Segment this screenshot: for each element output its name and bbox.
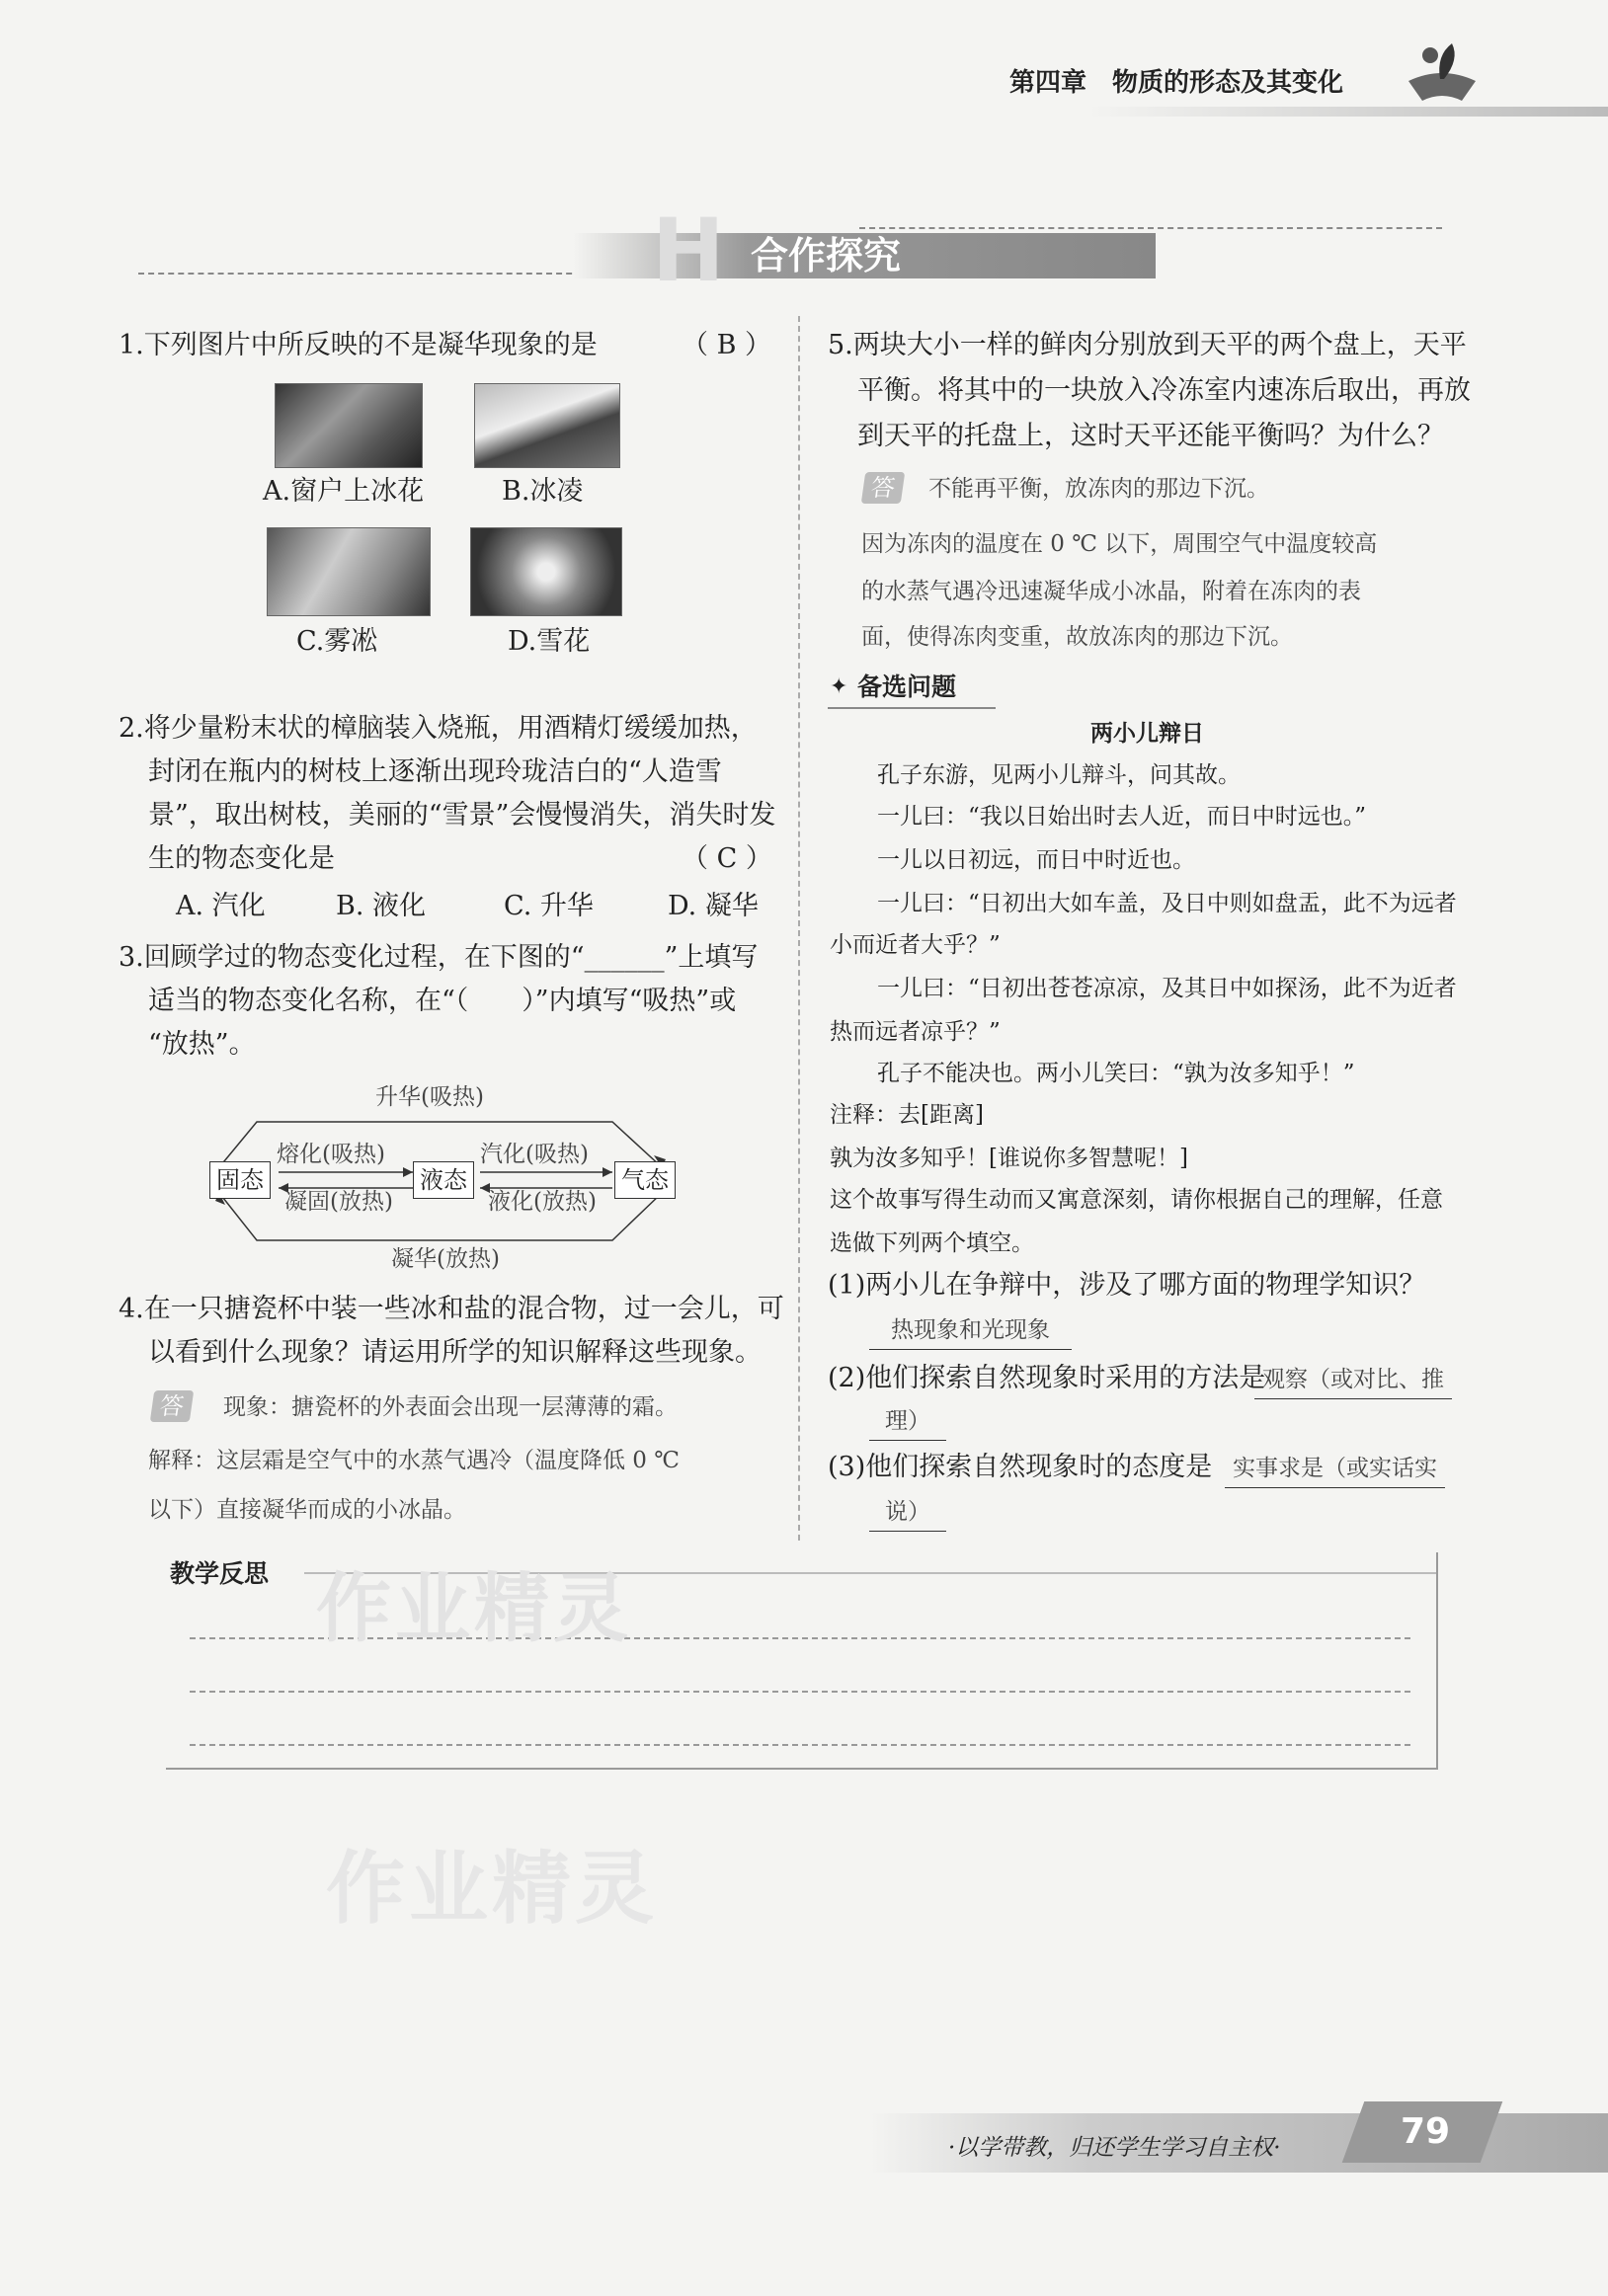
chapter-title: 第四章 物质的形态及其变化 xyxy=(1009,68,1344,98)
story-prompt-1: 这个故事写得生动而又寓意深刻，请你根据自己的理解，任意 xyxy=(830,1187,1443,1213)
state-gas: 气态 xyxy=(614,1161,676,1199)
state-solid: 固态 xyxy=(209,1161,271,1199)
q3-line-2: 适当的物态变化名称，在“（ ）”内填写“吸热”或 xyxy=(148,986,737,1016)
q3-line-3: “放热”。 xyxy=(148,1029,256,1060)
story-line-1: 孔子东游，见两小儿辩斗，问其故。 xyxy=(877,762,1241,788)
story-line-2: 一儿曰：“我以日始出时去人近，而日中时远也。” xyxy=(877,804,1367,830)
sub-answer-2a: 观察（或对比、推 xyxy=(1254,1361,1452,1399)
q1-stem: 1.下列图片中所反映的不是凝华现象的是 xyxy=(119,330,598,360)
story-line-8: 孔子不能决也。两小儿笑曰：“孰为汝多知乎！” xyxy=(877,1061,1355,1086)
extra-badge xyxy=(828,668,996,709)
q2-option-a: A. 汽化 xyxy=(176,891,266,921)
q1-option-a: A.窗户上冰花 xyxy=(263,476,425,507)
sub-answer-2b: 理） xyxy=(869,1402,946,1441)
story-line-5: 小而近者大乎？” xyxy=(830,932,1001,958)
photo-snowflake xyxy=(470,527,622,616)
q1-option-d: D.雪花 xyxy=(508,626,591,657)
q4-answer-badge: 答 xyxy=(150,1390,194,1422)
q1-answer: （ B ） xyxy=(682,330,772,360)
sub-question-3: (3)他们探索自然现象时的态度是 xyxy=(828,1452,1213,1482)
q2-line-1: 2.将少量粉末状的樟脑装入烧瓶，用酒精灯缓缓加热， xyxy=(119,713,758,744)
sub-question-1: (1)两小儿在争辩中，涉及了哪方面的物理学知识？ xyxy=(828,1270,1426,1301)
leaf-book-logo xyxy=(1403,36,1482,111)
q5-answer-line-2: 因为冻肉的温度在 0 ℃ 以下，周围空气中温度较高 xyxy=(861,531,1378,557)
header-rule xyxy=(1086,107,1608,117)
q5-answer-badge: 答 xyxy=(861,472,905,504)
label-sublimation: 升华(吸热) xyxy=(375,1084,484,1110)
story-line-7: 热而远者凉乎？” xyxy=(830,1019,1001,1045)
photo-icicles xyxy=(474,383,620,468)
q2-line-3: 景”，取出树枝，美丽的“雪景”会慢慢消失，消失时发 xyxy=(148,800,776,831)
story-line-6: 一儿曰：“日初出苍苍凉凉，及其日中如探汤，此不为近者 xyxy=(877,976,1457,1001)
sub-answer-3b: 说） xyxy=(869,1493,946,1532)
story-note-1: 注释：去[距离] xyxy=(830,1102,984,1128)
q3-line-1: 3.回顾学过的物态变化过程，在下图的“______”上填写 xyxy=(119,942,759,973)
reflection-label: 教学反思 xyxy=(170,1559,270,1588)
section-title: 合作探究 xyxy=(751,234,902,277)
diamond-icon: ✦ xyxy=(830,674,848,699)
watermark-2: 作业精灵 xyxy=(326,1843,658,1935)
reflection-line-3 xyxy=(190,1744,1410,1746)
sub-question-2: (2)他们探索自然现象时采用的方法是 xyxy=(828,1363,1266,1393)
label-vaporization: 汽化(吸热) xyxy=(480,1142,589,1167)
q2-answer: （ C ） xyxy=(682,843,772,874)
state-liquid: 液态 xyxy=(413,1161,474,1199)
q5-answer-line-4: 面，使得冻肉变重，故放冻肉的那边下沉。 xyxy=(861,624,1293,650)
extra-badge-label: 备选问题 xyxy=(857,673,957,701)
label-liquefaction: 液化(放热) xyxy=(488,1189,597,1215)
q2-option-b: B. 液化 xyxy=(336,891,427,921)
chapter-header xyxy=(988,61,1403,105)
label-freezing: 凝固(放热) xyxy=(284,1189,393,1215)
sub-answer-3a: 实事求是（或实话实 xyxy=(1225,1450,1445,1488)
page-number: 79 xyxy=(1401,2111,1451,2152)
photo-window-frost xyxy=(275,383,423,468)
reflection-line-2 xyxy=(190,1691,1410,1693)
label-deposition: 凝华(放热) xyxy=(391,1246,500,1272)
q2-line-4: 生的物态变化是 xyxy=(148,843,335,874)
q4-line-2: 以看到什么现象？请运用所学的知识解释这些现象。 xyxy=(148,1337,762,1368)
q5-line-1: 5.两块大小一样的鲜肉分别放到天平的两个盘上，天平 xyxy=(828,330,1467,360)
footer-motto: ·以学带教，归还学生学习自主权· xyxy=(948,2135,1281,2161)
story-prompt-2: 选做下列两个填空。 xyxy=(830,1230,1034,1256)
q5-answer-line-3: 的水蒸气遇冷迅速凝华成小冰晶，附着在冻肉的表 xyxy=(861,579,1361,604)
section-letter: H xyxy=(652,199,725,301)
watermark-1: 作业精灵 xyxy=(316,1564,632,1652)
story-title: 两小儿辩日 xyxy=(1090,721,1204,747)
sub-answer-1: 热现象和光现象 xyxy=(869,1311,1072,1350)
q2-option-d: D. 凝华 xyxy=(668,891,759,921)
q4-answer-line-3: 以下）直接凝华而成的小冰晶。 xyxy=(148,1497,466,1523)
label-melting: 熔化(吸热) xyxy=(277,1142,385,1167)
story-note-2: 孰为汝多知乎！[谁说你多智慧呢！] xyxy=(830,1146,1188,1171)
q4-answer-line-1: 现象：搪瓷杯的外表面会出现一层薄薄的霜。 xyxy=(223,1394,678,1420)
photo-rime xyxy=(267,527,431,616)
column-divider xyxy=(798,316,800,1541)
q5-line-3: 到天平的托盘上，这时天平还能平衡吗？为什么？ xyxy=(857,421,1444,451)
q2-line-2: 封闭在瓶内的树枝上逐渐出现玲珑洁白的“人造雪 xyxy=(148,756,722,787)
q2-option-c: C. 升华 xyxy=(504,891,594,921)
q5-answer-line-1: 不能再平衡，放冻肉的那边下沉。 xyxy=(928,476,1269,502)
story-line-3: 一儿以日初远，而日中时近也。 xyxy=(877,847,1195,873)
q1-option-b: B.冰凌 xyxy=(502,476,584,507)
section-banner xyxy=(138,199,1452,301)
story-line-4: 一儿曰：“日初出大如车盖，及日中则如盘盂，此不为远者 xyxy=(877,891,1457,916)
q4-line-1: 4.在一只搪瓷杯中装一些冰和盐的混合物，过一会儿，可 xyxy=(119,1294,784,1324)
q1-option-c: C.雾凇 xyxy=(296,626,378,657)
q5-line-2: 平衡。将其中的一块放入冷冻室内速冻后取出，再放 xyxy=(857,375,1471,406)
q4-answer-line-2: 解释：这层霜是空气中的水蒸气遇冷（温度降低 0 ℃ xyxy=(148,1448,680,1473)
